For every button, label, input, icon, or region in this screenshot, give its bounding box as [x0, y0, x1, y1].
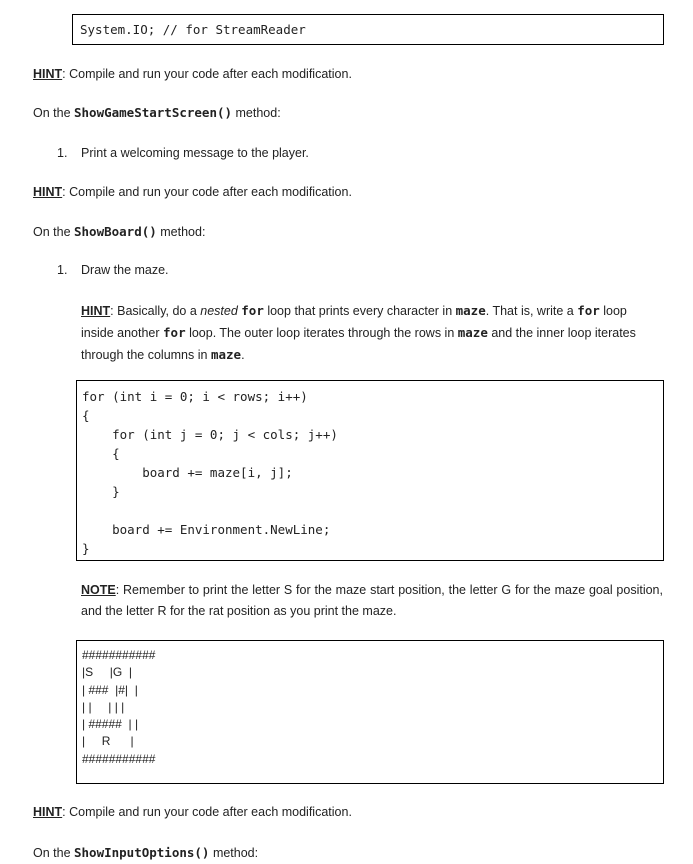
nested-loop-hint	[81, 300, 663, 366]
keyword-for: for	[577, 303, 600, 318]
hint-text: loop inside another	[81, 304, 627, 340]
hint-text: . That is, write a	[485, 304, 578, 318]
top-code-line: System.IO; // for StreamReader	[80, 22, 306, 37]
start-screen-heading	[33, 105, 281, 120]
top-code-box	[72, 14, 664, 45]
note-text: : Remember to print the letter S for the maze start position, the letter G for the maze goal position, and the letter R for the rat position as you print the maze.	[81, 583, 663, 618]
hint-text: : Compile and run your code after each modification.	[62, 805, 352, 819]
list-item-text: Draw the maze.	[81, 263, 169, 277]
show-board-item-1	[57, 263, 169, 277]
heading-prefix: On the	[33, 225, 74, 239]
maze-line: | ### |#| |	[82, 682, 138, 697]
hint-text: .	[241, 348, 245, 362]
hint-text: loop. The outer loop iterates through the rows in	[185, 326, 458, 340]
maze-line: ###########	[82, 751, 156, 766]
hint-text: : Basically, do a	[110, 304, 201, 318]
list-item-text: Print a welcoming message to the player.	[81, 146, 309, 160]
code-line: }	[82, 541, 90, 556]
heading-prefix: On the	[33, 846, 74, 860]
list-number: 1.	[57, 146, 68, 160]
heading-prefix: On the	[33, 106, 74, 120]
start-screen-item-1	[57, 146, 309, 160]
hint-text: : Compile and run your code after each modification.	[62, 67, 352, 81]
keyword-maze: maze	[210, 347, 242, 362]
code-line: board += Environment.NewLine;	[82, 522, 331, 537]
hint-2	[33, 185, 352, 199]
input-options-heading	[33, 845, 258, 860]
keyword-for: for	[163, 325, 186, 340]
code-block	[82, 387, 338, 558]
keyword-maze: maze	[457, 325, 488, 340]
code-line: for (int j = 0; j < cols; j++)	[82, 427, 338, 442]
hint-text: loop that prints every character in	[263, 304, 456, 318]
code-line: board += maze[i, j];	[82, 465, 293, 480]
method-name: ShowGameStartScreen()	[74, 105, 233, 120]
maze-box	[76, 640, 664, 784]
heading-suffix: method:	[232, 106, 281, 120]
nested-word: nested	[200, 304, 238, 318]
heading-suffix: method:	[156, 225, 206, 239]
hint-text: and the inner loop iterates through the columns in	[81, 326, 636, 362]
heading-suffix: method:	[209, 846, 259, 860]
hint-label: HINT	[81, 304, 111, 318]
maze-note	[81, 580, 663, 622]
code-line: for (int i = 0; i < rows; i++)	[82, 389, 308, 404]
loop-code-box	[76, 380, 664, 561]
maze-line: |S |G |	[82, 665, 133, 680]
keyword-for: for	[241, 303, 264, 318]
hint-label: HINT	[33, 805, 63, 819]
maze-line: | R |	[82, 734, 134, 749]
maze-line: | | | | |	[82, 699, 125, 714]
hint-text: : Compile and run your code after each modification.	[62, 185, 352, 199]
hint-label: HINT	[33, 185, 63, 199]
list-number: 1.	[57, 263, 68, 277]
code-line: {	[82, 446, 120, 461]
code-line	[82, 501, 338, 520]
code-line: }	[82, 484, 120, 499]
code-line: {	[82, 408, 90, 423]
hint-3	[33, 805, 352, 819]
method-name: ShowBoard()	[74, 224, 157, 239]
maze-drawing	[82, 647, 155, 768]
hint-1	[33, 67, 352, 81]
show-board-heading	[33, 224, 205, 239]
note-label: NOTE	[81, 583, 116, 597]
method-name: ShowInputOptions()	[74, 845, 210, 860]
maze-line: ###########	[82, 648, 156, 662]
hint-label: HINT	[33, 67, 63, 81]
keyword-maze: maze	[455, 303, 486, 318]
maze-line: | ##### | |	[82, 717, 139, 732]
